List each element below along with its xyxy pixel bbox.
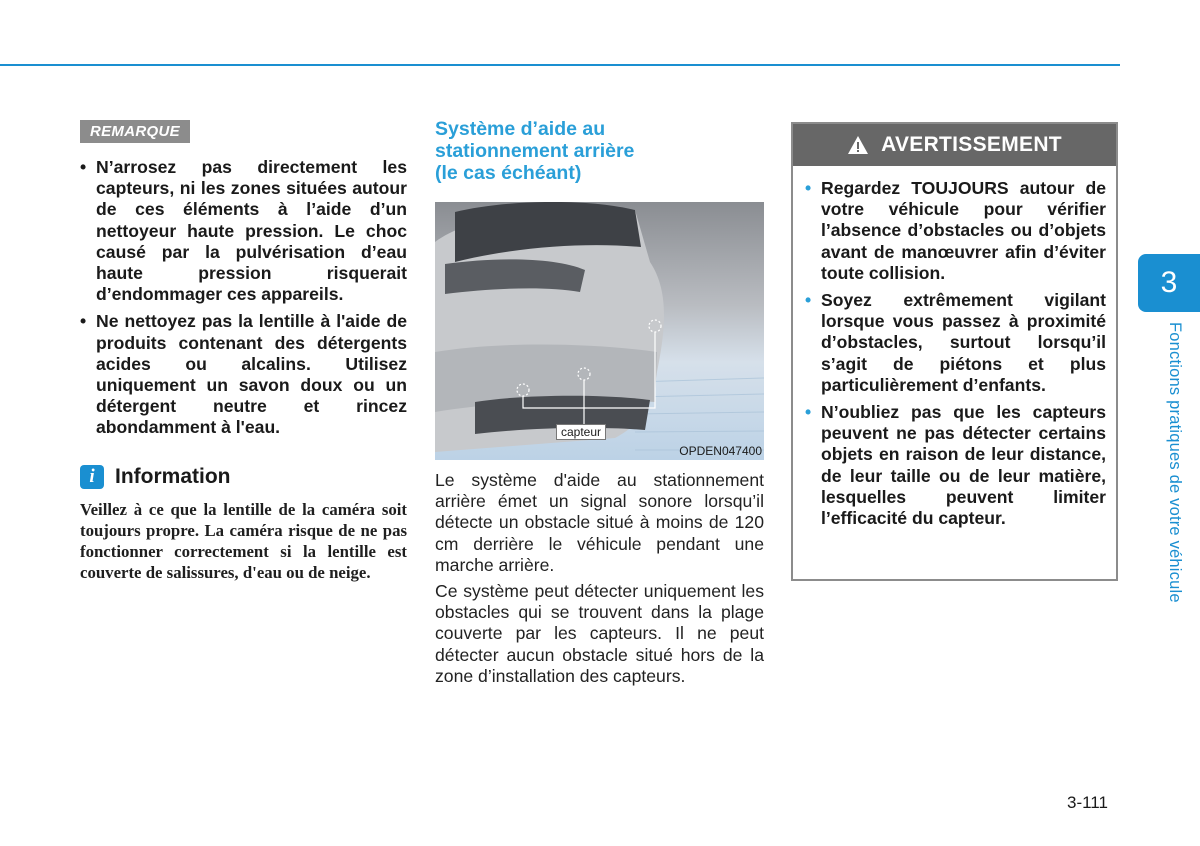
warning-header xyxy=(793,124,1116,166)
warning-item: • Regardez TOUJOURS autour de votre véhicule pour vérifier l’absence d’obstacles ou d’objets avant de manœuvrer afin d’éviter toute collision. xyxy=(805,178,1106,284)
section-title xyxy=(435,118,764,184)
car-rear-illustration xyxy=(435,202,764,460)
section-title-line: stationnement arrière xyxy=(435,140,635,162)
figure-code: OPDEN047400 xyxy=(679,444,762,458)
information-text: Veillez à ce que la lentille de la caméra soit toujours propre. La caméra risque de ne pas fonctionner correctement si la lentille est couverte de salissures, d'eau ou de neige. xyxy=(80,499,407,582)
body-paragraph: Le système d'aide au stationnement arrière émet un signal sonore lorsqu’il détecte un obstacle situé à moins de 120 cm derrière le véhicule pendant une marche arrière. xyxy=(435,470,764,575)
warning-list xyxy=(793,178,1116,529)
section-title-line: (le cas échéant) xyxy=(435,162,582,184)
remark-label: REMARQUE xyxy=(80,120,190,143)
info-icon: i xyxy=(80,465,104,489)
sensor-callout: capteur xyxy=(556,424,606,440)
remark-item: • Ne nettoyez pas la lentille à l'aide de produits contenant des détergents acides ou alcalins. Utilisez uniquement un savon doux ou un détergent neutre et rincez abondamment à l'eau. xyxy=(80,311,407,438)
chapter-title: Fonctions pratiques de votre véhicule xyxy=(1166,322,1184,603)
remark-item: • N’arrosez pas directement les capteurs, ni les zones situées autour de ces éléments à l’aide d’un nettoyeur haute pression. Le choc causé par la pulvérisation d’eau haute pression risquerait d’endommager ces appareils. xyxy=(80,157,407,305)
chapter-tab: 3 xyxy=(1138,254,1200,312)
section-title-line: Système d’aide au xyxy=(435,118,606,140)
remark-list xyxy=(80,157,407,439)
warning-item: • N’oubliez pas que les capteurs peuvent ne pas détecter certains objets en raison de leur distance, de leur taille ou de leur matière, lesquelles peuvent limiter l’efficacité du capteur. xyxy=(805,402,1106,529)
warning-triangle-icon xyxy=(847,135,869,155)
section-column xyxy=(435,118,764,687)
warning-title: AVERTISSEMENT xyxy=(881,133,1062,156)
car-rear-drawing xyxy=(435,202,764,460)
header-rule xyxy=(0,64,1120,66)
information-heading xyxy=(80,465,407,489)
body-paragraph: Ce système peut détecter uniquement les obstacles qui se trouvent dans la plage couverte par les capteurs. Il ne peut détecter aucun obstacle situé hors de la zone d’installation des capteurs. xyxy=(435,581,764,686)
remark-column xyxy=(80,120,407,583)
warning-item: • Soyez extrêmement vigilant lorsque vous passez à proximité d’obstacles, surtout lorsqu’il s’agit de piétons et plus particulièrement d’enfants. xyxy=(805,290,1106,396)
page-number: 3-111 xyxy=(1067,793,1108,812)
chapter-title-vertical xyxy=(1163,322,1185,632)
warning-box xyxy=(791,122,1118,581)
information-title: Information xyxy=(115,464,231,488)
